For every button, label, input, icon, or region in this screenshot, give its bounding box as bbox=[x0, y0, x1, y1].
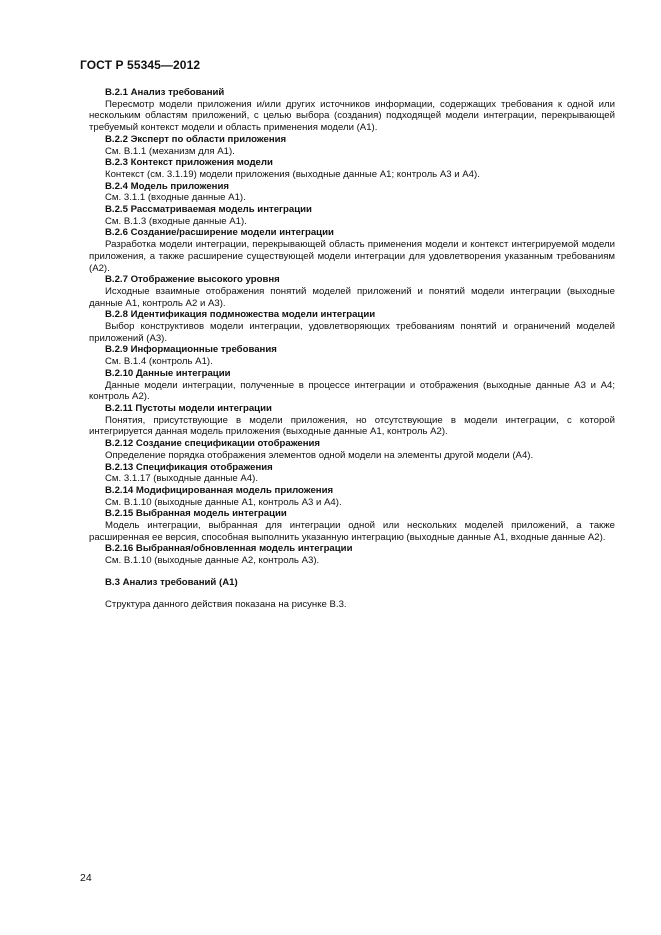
section-title: B.2.6 Создание/расширение модели интеграции bbox=[105, 227, 334, 239]
section-gap bbox=[89, 589, 615, 599]
section-b-3 bbox=[89, 577, 615, 610]
section-b-2-1 bbox=[89, 87, 615, 134]
section-body: См. B.1.10 (выходные данные A1, контроль A3 и A4). bbox=[105, 496, 342, 508]
section-title: B.2.2 Эксперт по области приложения bbox=[105, 133, 287, 145]
section-body: Данные модели интеграции, полученные в процессе интеграции и отображения (выходные данные A3 и A4; контроль A2). bbox=[89, 379, 615, 403]
section-title: B.3 Анализ требований (A1) bbox=[105, 576, 238, 588]
section-b-2-16 bbox=[89, 543, 615, 566]
section-b-2-3 bbox=[89, 157, 615, 180]
section-b-2-7 bbox=[89, 274, 615, 309]
section-body: Понятия, присутствующие в модели приложения, но отсутствующие в модели интеграции, с которой интегрируется данная модель приложения (выходные данные A1, контроль A2). bbox=[89, 414, 615, 438]
section-b-2-13 bbox=[89, 462, 615, 485]
section-title: B.2.8 Идентификация подмножества модели интеграции bbox=[105, 309, 376, 321]
section-body: Разработка модели интеграции, перекрывающей область применения модели и контекст интегрируемой модели приложения, а также расширение существующей модели интеграции для удовлетворения указанным требованиям (A2). bbox=[89, 239, 615, 274]
section-body: Исходные взаимные отображения понятий моделей приложений и понятий модели интеграции (выходные данные A1, контроль A2 и A3). bbox=[89, 285, 615, 309]
section-body: Определение порядка отображения элементов одной модели на элементы другой модели (A4). bbox=[105, 449, 534, 461]
section-title: B.2.14 Модифицированная модель приложения bbox=[105, 484, 334, 496]
section-title: B.2.7 Отображение высокого уровня bbox=[105, 274, 280, 286]
page-content bbox=[89, 87, 615, 610]
page-number: 24 bbox=[80, 872, 92, 884]
section-title: B.2.9 Информационные требования bbox=[105, 344, 277, 356]
section-b-2-10 bbox=[89, 368, 615, 403]
section-b-2-5 bbox=[89, 204, 615, 227]
section-title: B.2.10 Данные интеграции bbox=[105, 367, 231, 379]
section-body: См. B.1.10 (выходные данные A2, контроль A3). bbox=[105, 555, 320, 567]
section-gap bbox=[89, 567, 615, 577]
section-body: См. 3.1.1 (входные данные A1). bbox=[105, 192, 246, 204]
section-body: См. 3.1.17 (выходные данные A4). bbox=[105, 473, 259, 485]
section-b-2-9 bbox=[89, 344, 615, 367]
section-b-2-15 bbox=[89, 508, 615, 543]
section-title: B.2.12 Создание спецификации отображения bbox=[105, 438, 321, 450]
section-b-2-2 bbox=[89, 134, 615, 157]
section-title: B.2.5 Рассматриваемая модель интеграции bbox=[105, 204, 312, 216]
section-title: B.2.11 Пустоты модели интеграции bbox=[105, 402, 272, 414]
section-title: B.2.3 Контекст приложения модели bbox=[105, 157, 273, 169]
section-title: B.2.1 Анализ требований bbox=[105, 87, 225, 98]
document-header: ГОСТ Р 55345—2012 bbox=[80, 58, 201, 72]
section-body: Структура данного действия показана на рисунке B.3. bbox=[105, 598, 347, 610]
section-b-2-14 bbox=[89, 485, 615, 508]
section-title: B.2.13 Спецификация отображения bbox=[105, 461, 273, 473]
section-body: См. B.1.1 (механизм для A1). bbox=[105, 145, 235, 157]
section-b-2-6 bbox=[89, 227, 615, 274]
section-body: См. B.1.3 (входные данные A1). bbox=[105, 215, 247, 227]
section-b-2-8 bbox=[89, 309, 615, 344]
section-title: B.2.15 Выбранная модель интеграции bbox=[105, 508, 287, 520]
section-title: B.2.4 Модель приложения bbox=[105, 180, 229, 192]
section-b-2-12 bbox=[89, 438, 615, 461]
section-b-2-11 bbox=[89, 403, 615, 438]
section-b-2-4 bbox=[89, 181, 615, 204]
section-body: См. B.1.4 (контроль A1). bbox=[105, 356, 213, 368]
section-body: Выбор конструктивов модели интеграции, удовлетворяющих требованиям понятий и ограничений моделей приложений (A3). bbox=[89, 321, 615, 344]
section-body: Модель интеграции, выбранная для интеграции одной или нескольких моделей приложений, а также расширенная ее версия, способная выполнить указанную интеграцию (выходные данные A1, входные данные A2). bbox=[89, 520, 615, 543]
section-body: Контекст (см. 3.1.19) модели приложения (выходные данные A1; контроль A3 и A4). bbox=[105, 168, 480, 180]
section-title: B.2.16 Выбранная/обновленная модель интеграции bbox=[105, 543, 353, 555]
section-body: Пересмотр модели приложения и/или других источников информации, содержащих требования к одной или нескольким областям приложений, с целью выбора (создания) подходящей модели интеграции, перекрывающей требуемый контекст модели и область применения модели (A1). bbox=[89, 98, 615, 134]
